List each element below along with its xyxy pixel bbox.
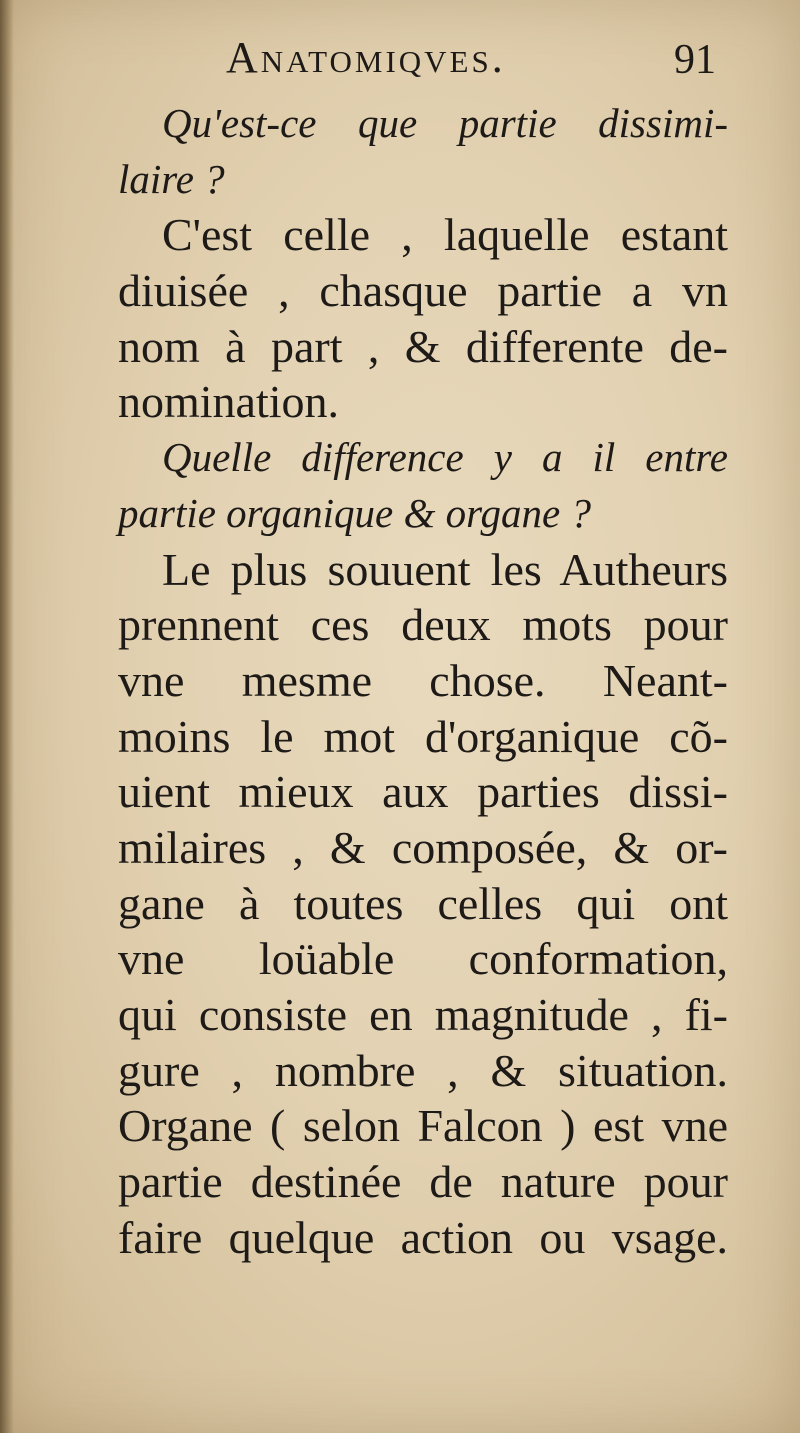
answer-line: vne loüable conformation, bbox=[118, 933, 728, 985]
page-number: 91 bbox=[674, 37, 716, 83]
question-line: partie organique & organe ? bbox=[118, 489, 591, 536]
answer-line: qui consiste en magnitude , fi- bbox=[118, 989, 728, 1040]
page-header bbox=[226, 32, 716, 92]
answer-line: gure , nombre , & situation. bbox=[118, 1044, 728, 1096]
answer-line: Le plus souuent les Autheurs bbox=[162, 543, 728, 595]
answer-line: moins le mot d'organique cõ- bbox=[118, 710, 728, 762]
answer-line: vne mesme chose. Neant- bbox=[118, 654, 728, 706]
running-title: Anatomiqves. bbox=[226, 33, 506, 82]
body-text bbox=[118, 96, 728, 1265]
answer-line: uient mieux aux parties dissi- bbox=[118, 766, 728, 818]
answer-line: gane à toutes celles qui ont bbox=[118, 877, 728, 929]
question-line: Quelle difference y a il entre bbox=[162, 434, 728, 481]
answer-line: milaires , & composée, & or- bbox=[118, 821, 728, 873]
answer-line: nomination. bbox=[118, 376, 340, 428]
answer-line: faire quelque action ou vsage. bbox=[118, 1211, 728, 1263]
question-line: Qu'est-ce que partie dissimi- bbox=[162, 100, 728, 146]
answer-line: nom à part , & differente de- bbox=[118, 320, 728, 372]
answer-line: Organe ( selon Falcon ) est vne bbox=[118, 1100, 728, 1152]
answer-line: partie destinée de nature pour bbox=[118, 1156, 728, 1208]
answer-line: C'est celle , laquelle estant bbox=[162, 209, 728, 261]
answer-line: prennent ces deux mots pour bbox=[118, 599, 728, 651]
question-line: laire ? bbox=[118, 155, 225, 202]
answer-line: diuisée , chasque partie a vn bbox=[118, 265, 728, 317]
